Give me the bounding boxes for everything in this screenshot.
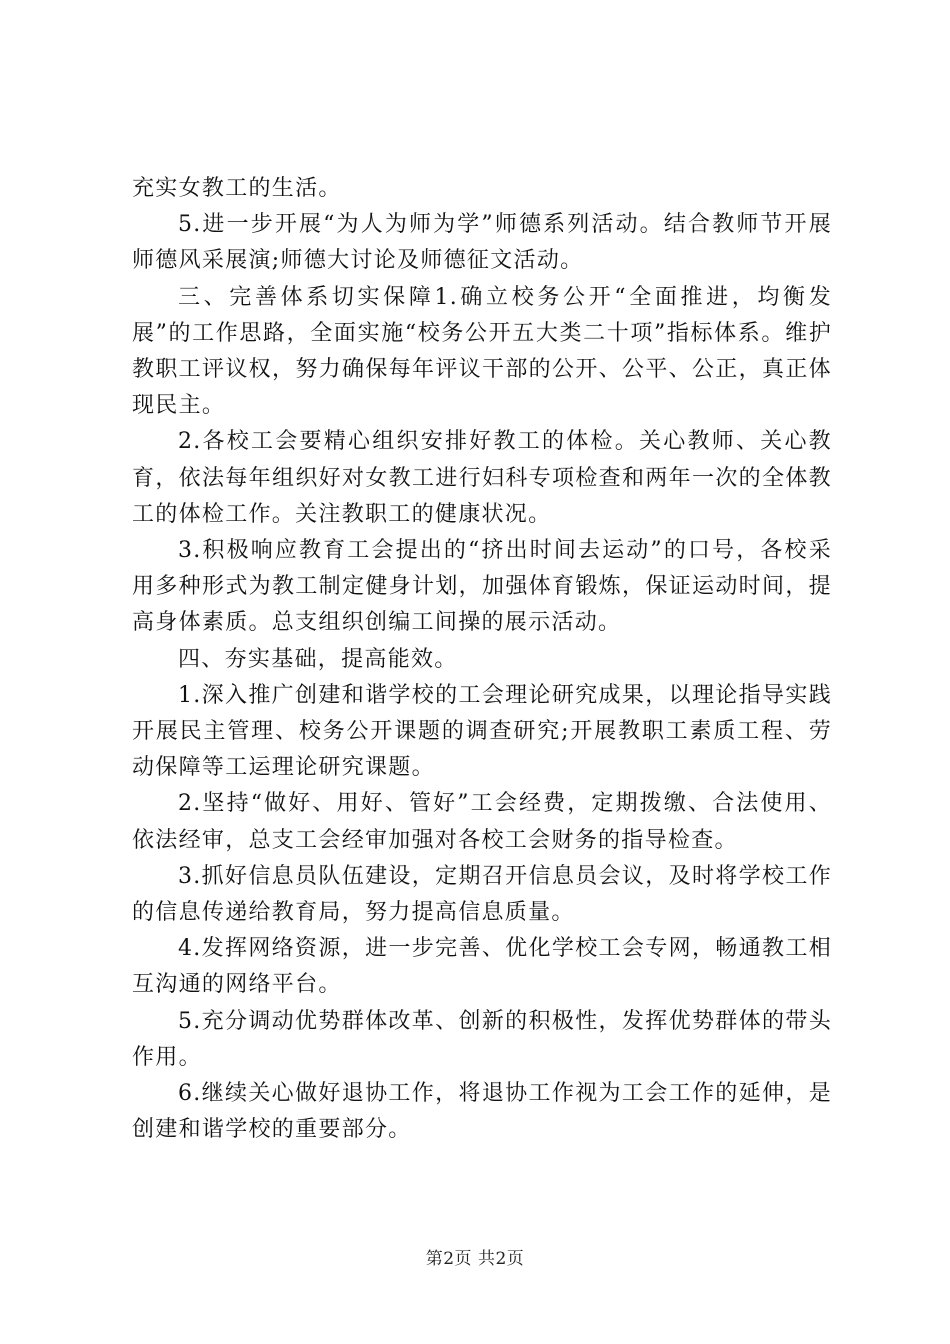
paragraph-4: 2.各校工会要精心组织安排好教工的体检。关心教师、关心教育，依法每年组织好对女教工进行妇科专项检查和两年一次的全体教工的体检工作。关注教职工的健康状况。 [132, 429, 832, 527]
paragraph-12: 6.继续关心做好退协工作，将退协工作视为工会工作的延伸，是创建和谐学校的重要部分。 [132, 1081, 832, 1143]
paragraph-9: 3.抓好信息员队伍建设，定期召开信息员会议，及时将学校工作的信息传递给教育局，努力提高信息质量。 [132, 863, 832, 926]
paragraph-3: 三、完善体系切实保障1.确立校务公开“全面推进，均衡发展”的工作思路，全面实施“校务公开五大类二十项”指标体系。维护教职工评议权，努力确保每年评议干部的公开、公平、公正，真正体现民主。 [132, 284, 832, 419]
paragraph-10: 4.发挥网络资源，进一步完善、优化学校工会专网，畅通教工相互沟通的网络平台。 [132, 936, 832, 998]
paragraph-7: 1.深入推广创建和谐学校的工会理论研究成果，以理论指导实践开展民主管理、校务公开课题的调查研究;开展教职工素质工程、劳动保障等工运理论研究课题。 [132, 682, 832, 781]
paragraph-1: 充实女教工的生活。 [132, 176, 342, 201]
paragraph-2: 5.进一步开展“为人为师为学”师德系列活动。结合教师节开展师德风采展演;师德大讨论及师德征文活动。 [132, 212, 832, 274]
paragraph-11: 5.充分调动优势群体改革、创新的积极性，发挥优势群体的带头作用。 [132, 1008, 832, 1070]
paragraph-8: 2.坚持“做好、用好、管好”工会经费，定期拨缴、合法使用、依法经审，总支工会经审加强对各校工会财务的指导检查。 [132, 791, 832, 853]
paragraph-6: 四、夯实基础，提高能效。 [178, 646, 458, 672]
paragraph-5: 3.积极响应教育工会提出的“挤出时间去运动”的口号，各校采用多种形式为教工制定健身计划，加强体育锻炼，保证运动时间，提高身体素质。总支组织创编工间操的展示活动。 [132, 538, 832, 636]
document-body [132, 171, 832, 1148]
page-footer: 第2页 共2页 [425, 1249, 525, 1269]
